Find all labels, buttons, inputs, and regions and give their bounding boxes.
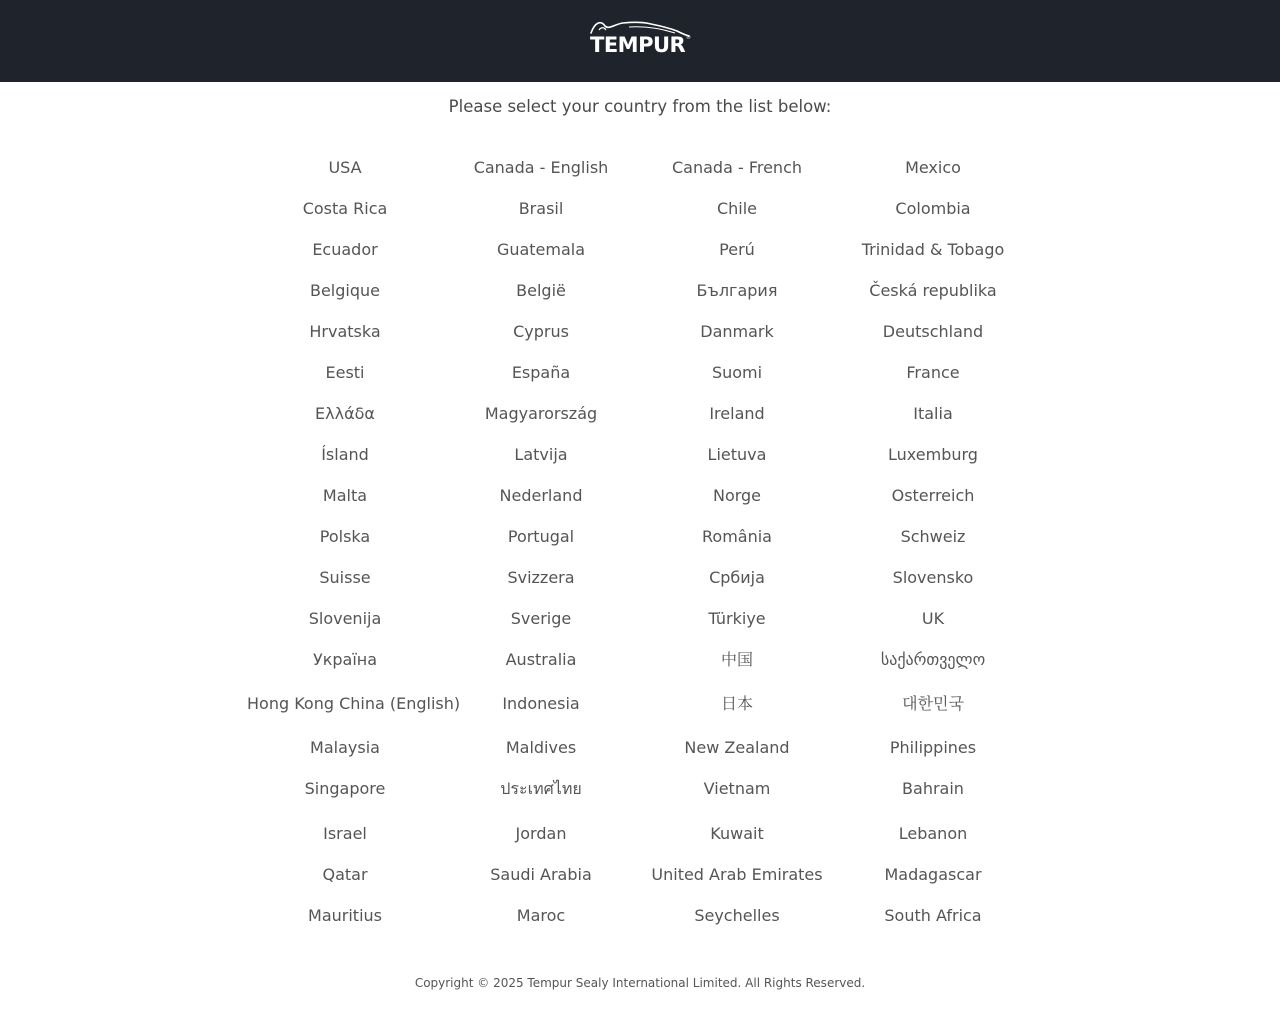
country-link[interactable]: Schweiz (900, 527, 966, 546)
country-link[interactable]: Magyarország (484, 404, 598, 423)
country-link[interactable]: Osterreich (891, 486, 975, 505)
country-link[interactable]: Maroc (516, 906, 566, 925)
country-link[interactable]: 日本 (720, 694, 753, 713)
country-link[interactable]: New Zealand (684, 738, 790, 757)
country-link[interactable]: Danmark (700, 322, 774, 341)
country-link[interactable]: Malaysia (310, 738, 380, 757)
country-link[interactable]: Madagascar (884, 865, 982, 884)
country-link[interactable]: Deutschland (882, 322, 984, 341)
country-link[interactable]: Česká republika (869, 281, 997, 300)
country-link[interactable]: Suisse (319, 568, 371, 587)
country-link[interactable]: Hong Kong China (English) (247, 694, 461, 713)
country-link[interactable]: Indonesia (502, 694, 580, 713)
country-link[interactable]: España (511, 363, 571, 382)
country-link[interactable]: Slovensko (892, 568, 974, 587)
country-list (247, 158, 1033, 947)
country-link[interactable]: France (906, 363, 960, 382)
country-link[interactable]: USA (328, 158, 362, 177)
copyright-footer: Copyright © 2025 Tempur Sealy International Limited. All Rights Reserved. (414, 976, 866, 990)
country-link[interactable]: Canada - English (473, 158, 609, 177)
country-link[interactable]: Hrvatska (309, 322, 381, 341)
country-link[interactable]: Mauritius (308, 906, 382, 925)
country-link[interactable]: Portugal (507, 527, 575, 546)
country-link[interactable]: 대한민국 (902, 694, 964, 713)
country-link[interactable]: UK (921, 609, 945, 628)
country-link[interactable]: Malta (322, 486, 368, 505)
country-link[interactable]: Vietnam (703, 779, 771, 798)
country-link[interactable]: Guatemala (496, 240, 586, 259)
country-link[interactable]: Slovenija (308, 609, 382, 628)
country-link[interactable]: South Africa (884, 906, 982, 925)
country-link[interactable]: Canada - French (671, 158, 802, 177)
country-link[interactable]: Lietuva (707, 445, 767, 464)
country-link[interactable]: Nederland (499, 486, 583, 505)
country-link[interactable]: Saudi Arabia (490, 865, 592, 884)
country-link[interactable]: Cyprus (513, 322, 569, 341)
country-link[interactable]: Türkiye (708, 609, 766, 628)
country-link[interactable]: Trinidad & Tobago (861, 240, 1005, 259)
country-link[interactable]: Singapore (304, 779, 386, 798)
country-link[interactable]: Latvija (514, 445, 568, 464)
country-link[interactable]: Norge (712, 486, 762, 505)
country-link[interactable]: România (702, 527, 772, 546)
country-link[interactable]: Italia (913, 404, 953, 423)
logo-wordmark: TEMPUR (590, 33, 686, 57)
country-link[interactable]: 中国 (720, 650, 753, 669)
country-link[interactable]: ประเทศไทย (500, 779, 582, 798)
country-link[interactable]: Maldives (505, 738, 577, 757)
country-link[interactable]: Belgique (309, 281, 380, 300)
country-link[interactable]: Србија (709, 568, 765, 587)
country-link[interactable]: Colombia (895, 199, 971, 218)
country-link[interactable]: Luxemburg (888, 445, 978, 464)
country-link[interactable]: Sverige (510, 609, 572, 628)
country-link[interactable]: Ireland (709, 404, 765, 423)
country-link[interactable]: Ísland (321, 445, 369, 464)
site-header (0, 0, 1280, 82)
country-link[interactable]: Philippines (889, 738, 977, 757)
country-link[interactable]: Bahrain (902, 779, 964, 798)
country-link[interactable]: Svizzera (507, 568, 575, 587)
country-link[interactable]: Israel (323, 824, 367, 843)
country-link[interactable]: България (696, 281, 778, 300)
country-link[interactable]: Україна (312, 650, 378, 669)
country-link[interactable]: Seychelles (694, 906, 780, 925)
country-link[interactable]: Suomi (711, 363, 763, 382)
country-link[interactable]: Brasil (518, 199, 564, 218)
country-link[interactable]: Mexico (905, 158, 961, 177)
country-link[interactable]: Chile (716, 199, 758, 218)
country-link[interactable]: Perú (719, 240, 755, 259)
country-link[interactable]: Lebanon (898, 824, 968, 843)
country-link[interactable]: Ecuador (312, 240, 378, 259)
country-link[interactable]: Qatar (322, 865, 368, 884)
country-link[interactable]: Ελλάδα (315, 404, 375, 423)
tempur-logo[interactable] (589, 18, 691, 58)
country-link[interactable]: Jordan (515, 824, 567, 843)
country-link[interactable]: België (516, 281, 566, 300)
country-link[interactable]: Eesti (325, 363, 365, 382)
country-link[interactable]: Polska (319, 527, 371, 546)
country-link[interactable]: საქართველო (880, 650, 986, 669)
country-link[interactable]: United Arab Emirates (651, 865, 823, 884)
country-link[interactable]: Kuwait (710, 824, 764, 843)
page-prompt: Please select your country from the list below: (448, 97, 832, 116)
country-link[interactable]: Costa Rica (302, 199, 388, 218)
registered-mark: ® (686, 35, 691, 41)
country-link[interactable]: Australia (505, 650, 577, 669)
